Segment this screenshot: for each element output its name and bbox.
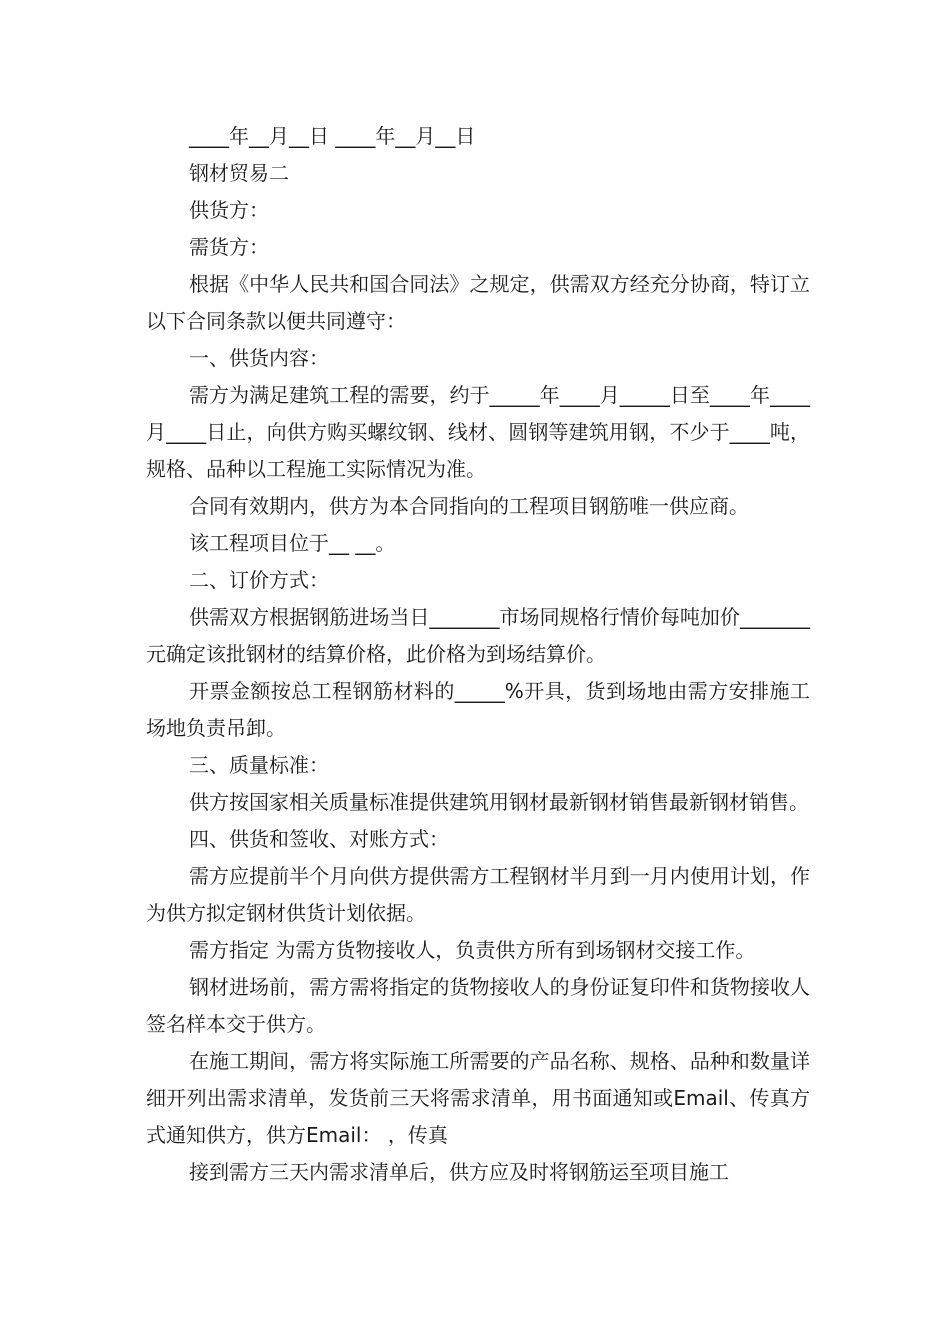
project-location-paragraph: 该工程项目位于__ __。 xyxy=(189,531,396,555)
delivery-plan-paragraph: 需方应提前半个月向供方提供需方工程钢材半月到一月内使用计划，作为供方拟定钢材供货计划依据。 xyxy=(146,864,810,925)
contract-title: 钢材贸易二 xyxy=(189,161,289,185)
quality-paragraph: 供方按国家相关质量标准提供建筑用钢材最新钢材销售最新钢材销售。 xyxy=(189,790,809,814)
sole-supplier-paragraph: 合同有效期内，供方为本合同指向的工程项目钢筋唯一供应商。 xyxy=(189,494,749,518)
section-heading-supply-content: 一、供货内容： xyxy=(189,346,329,370)
date-line: ____年__月__日 ____年__月__日 xyxy=(189,124,476,148)
section-heading-delivery: 四、供货和签收、对账方式： xyxy=(189,827,449,851)
section-heading-quality: 三、质量标准： xyxy=(189,753,329,777)
invoice-paragraph: 开票金额按总工程钢筋材料的_____%开具，货到场地由需方安排施工场地负责吊卸。 xyxy=(146,679,810,740)
supplier-line: 供货方： xyxy=(189,198,269,222)
document-body xyxy=(146,118,810,1191)
preamble-paragraph: 根据《中华人民共和国合同法》之规定，供需双方经充分协商，特订立以下合同条款以便共同遵守： xyxy=(146,272,810,333)
pricing-paragraph: 供需双方根据钢筋进场当日_______市场同规格行情价每吨加价_______元确定该批钢材的结算价格，此价格为到场结算价。 xyxy=(146,605,810,666)
receiver-id-paragraph: 钢材进场前，需方需将指定的货物接收人的身份证复印件和货物接收人签名样本交于供方。 xyxy=(146,975,810,1036)
receiver-paragraph: 需方指定 为需方货物接收人，负责供方所有到场钢材交接工作。 xyxy=(189,938,756,962)
buyer-line: 需货方： xyxy=(189,235,269,259)
section-heading-pricing: 二、订价方式： xyxy=(189,568,329,592)
delivery-timing-paragraph: 接到需方三天内需求清单后，供方应及时将钢筋运至项目施工 xyxy=(189,1160,729,1184)
demand-list-paragraph: 在施工期间，需方将实际施工所需要的产品名称、规格、品种和数量详细开列出需求清单，发货前三天将需求清单，用书面通知或Email、传真方式通知供方，供方Email： ，传真 xyxy=(146,1049,810,1147)
supply-content-paragraph: 需方为满足建筑工程的需要，约于_____年____月_____日至____年____月____日止，向供方购买螺纹钢、线材、圆钢等建筑用钢，不少于____吨，规格、品种以工程施工实际情况为准。 xyxy=(146,383,810,481)
